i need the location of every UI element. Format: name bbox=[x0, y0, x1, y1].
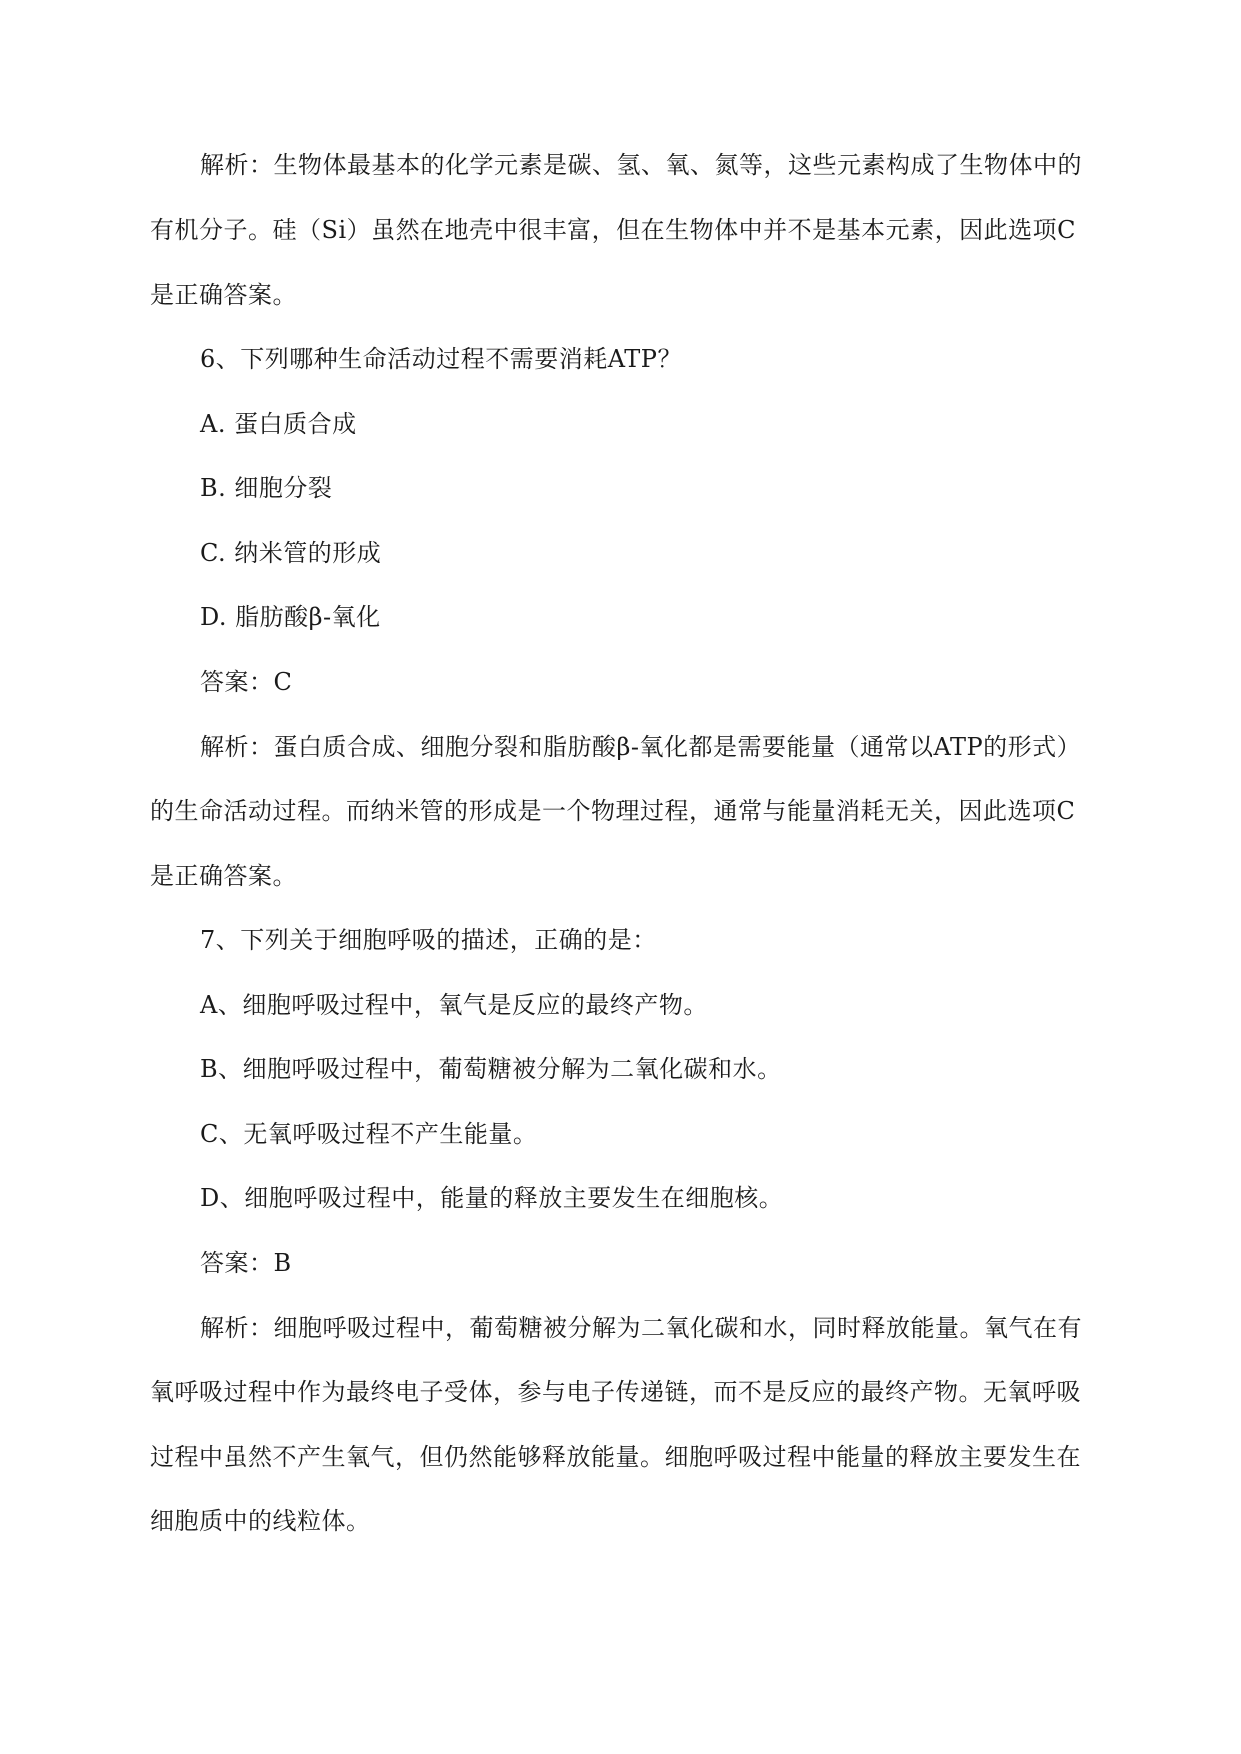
q7-analysis-line-3: 过程中虽然不产生氧气，但仍然能够释放能量。细胞呼吸过程中能量的释放主要发生在 bbox=[150, 1443, 1081, 1471]
q6-answer: 答案：C bbox=[200, 668, 293, 696]
q6-option-b: B. 细胞分裂 bbox=[200, 474, 333, 502]
q7-analysis-line-4: 细胞质中的线粒体。 bbox=[150, 1507, 371, 1535]
q6-question: 6、下列哪种生命活动过程不需要消耗ATP？ bbox=[200, 345, 682, 373]
q7-answer: 答案：B bbox=[200, 1249, 292, 1277]
q6-option-d: D. 脂肪酸β-氧化 bbox=[200, 603, 381, 631]
q7-option-a: A、细胞呼吸过程中，氧气是反应的最终产物。 bbox=[200, 991, 708, 1019]
q6-analysis-line-3: 是正确答案。 bbox=[150, 862, 297, 890]
q7-option-d: D、细胞呼吸过程中，能量的释放主要发生在细胞核。 bbox=[200, 1184, 784, 1212]
q7-analysis-line-1: 解析：细胞呼吸过程中，葡萄糖被分解为二氧化碳和水，同时释放能量。氧气在有 bbox=[200, 1314, 1082, 1342]
q5-analysis-line-3: 是正确答案。 bbox=[150, 281, 297, 309]
q7-option-c: C、无氧呼吸过程不产生能量。 bbox=[200, 1120, 538, 1148]
q6-option-c: C. 纳米管的形成 bbox=[200, 539, 382, 567]
q7-analysis-line-2: 氧呼吸过程中作为最终电子受体，参与电子传递链，而不是反应的最终产物。无氧呼吸 bbox=[150, 1378, 1081, 1406]
q7-option-b: B、细胞呼吸过程中，葡萄糖被分解为二氧化碳和水。 bbox=[200, 1055, 782, 1083]
q6-option-a: A. 蛋白质合成 bbox=[200, 410, 357, 438]
q6-analysis-line-1: 解析：蛋白质合成、细胞分裂和脂肪酸β-氧化都是需要能量（通常以ATP的形式） bbox=[200, 733, 1082, 761]
q6-analysis-line-2: 的生命活动过程。而纳米管的形成是一个物理过程，通常与能量消耗无关，因此选项C bbox=[150, 797, 1076, 825]
q7-question: 7、下列关于细胞呼吸的描述，正确的是： bbox=[200, 926, 657, 954]
q5-analysis-line-2: 有机分子。硅（Si）虽然在地壳中很丰富，但在生物体中并不是基本元素，因此选项C bbox=[150, 216, 1076, 244]
q5-analysis-line-1: 解析：生物体最基本的化学元素是碳、氢、氧、氮等，这些元素构成了生物体中的 bbox=[200, 151, 1082, 179]
